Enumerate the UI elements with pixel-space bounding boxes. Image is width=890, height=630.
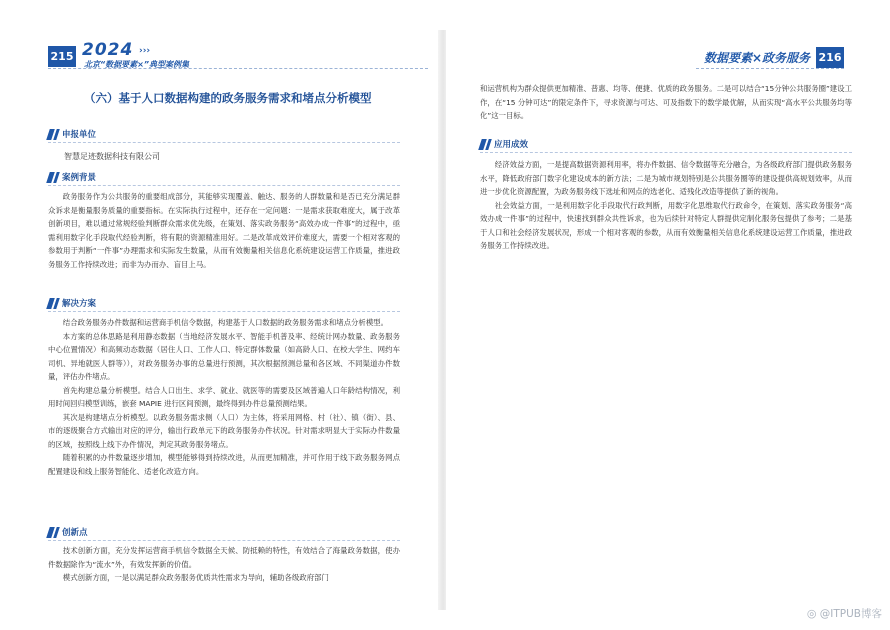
- paragraph: 其次是构建堵点分析模型。以政务服务需求侧（人口）为主体，将采用网格、村（社）、镇（街）、县、市的逐级聚合方式输出对应的评分，输出行政单元下的政务服务办件状况。针对需求明显大于实际办件数量的区域，按照线上线下办件情况，判定其政务服务堵点。: [48, 412, 400, 449]
- left-header-subtitle: 北京“数据要素×”典型案例集: [84, 60, 190, 69]
- effect-body: [480, 158, 852, 253]
- section-label: 案例背景: [62, 173, 97, 183]
- header-divider: [48, 68, 428, 69]
- chat-bubble-icon: ◎: [806, 607, 817, 620]
- innovation-continuation: [480, 82, 852, 123]
- right-header: [696, 44, 844, 74]
- right-header-title: 数据要素×政务服务: [703, 51, 810, 65]
- innovation-body: [48, 544, 400, 585]
- right-page-number: 216: [816, 47, 844, 68]
- applicant-org: 智慧足迹数据科技有限公司: [64, 152, 160, 161]
- section-label: 解决方案: [62, 299, 97, 309]
- left-page-number: 215: [48, 46, 76, 67]
- paragraph: 结合政务服务办件数据和运营商手机信令数据，构建基于人口数据的政务服务需求和堵点分析模型。: [62, 318, 388, 327]
- section-divider: [48, 142, 400, 143]
- paragraph: 模式创新方面，一是以满足群众政务服务优质共性需求为导向，辅助各级政府部门: [62, 573, 329, 582]
- paragraph: 技术创新方面，充分发挥运营商手机信令数据全天候、防抵赖的特性，有效结合了海量政务数据，使办件数据除作为“流水”外，有效发挥新的价值。: [48, 546, 400, 569]
- paragraph: 本方案的总体思路是利用静态数据（当地经济发展水平、智能手机普及率、经统计网办数量、政务服务中心位置情况）和高频动态数据（居住人口、工作人口、特定群体数量（如高龄人口、在校大学生、网约车司机、异地就医人群等）），对政务服务办事的总量进行预测，其次根据预测总量和各区域、不同渠道办件数量，评估办件堵点。: [48, 331, 400, 381]
- section-divider: [48, 185, 400, 186]
- page-title: （六）基于人口数据构建的政务服务需求和堵点分析模型: [84, 91, 372, 105]
- watermark: [807, 606, 882, 621]
- chevron-right-icon: ›››: [139, 46, 151, 56]
- left-header: [48, 40, 428, 74]
- left-page: [0, 0, 440, 630]
- paragraph: 随着积累的办件数量逐步增加，模型能够得到持续改进，从而更加精准，并可作用于线下政务服务网点配置建设和线上服务智能化、适老化改造方向。: [48, 453, 400, 476]
- paragraph: 社会效益方面，一是利用数字化手段取代行政判断，用数字化思维取代行政命令，在策划、落实政务服务“高效办成一件事”的过程中，快速找到群众共性诉求，也为后续针对特定人群提供定制化服务包提供了参考；二是基于人口和社会经济发展状况，形成一个相对客观的参数，从而有效衡量相关信息化系统建设运营工作质量，推进政务服务工作持续改进。: [480, 200, 852, 250]
- paragraph: 首先构建总量分析模型。结合人口出生、求学、就业、就医等的需要及区域普遍人口年龄结构情况，利用时间回归模型训练，嵌套 MAPIE 进行区间预测，最终得到办件总量预测结果。: [48, 385, 400, 408]
- watermark-text: @ITPUB博客: [819, 608, 882, 620]
- section-divider: [480, 152, 852, 153]
- paragraph: 经济效益方面，一是提高数据资源利用率，将办件数据、信令数据等充分融合，为各级政府部门提供政务服务水平，降低政府部门数字化建设成本的新方法；二是为城市规划特别是公共服务圈等的建设提供高规划效率，从而进一步优化资源配置，为政务服务线下选址和网点的选老化、适残化改造等提供了新的视角。: [480, 160, 852, 196]
- header-divider: [696, 68, 844, 69]
- section-label: 应用成效: [494, 140, 529, 150]
- paragraph: 和运营机构为群众提供更加精准、普惠、均等、便捷、优质的政务服务。二是可以结合“15分钟公共服务圈”建设工作，在“15 分钟可达”的限定条件下，寻求资源与可达、可及指数下的数学最优解，从而实现“高水平公共服务均等化”这一目标。: [480, 84, 852, 120]
- year-logo: 2024: [82, 40, 134, 60]
- section-label: 申报单位: [62, 130, 97, 140]
- solution-body: [48, 316, 400, 478]
- section-divider: [48, 311, 400, 312]
- section-divider: [48, 540, 400, 541]
- right-page: [446, 0, 890, 630]
- background-body: [48, 190, 400, 271]
- paragraph: 政务服务作为公共服务的重要组成部分，其能够实现覆盖、触达、服务的人群数量和是否已充分满足群众诉求是衡量服务质量的重要指标。在实际执行过程中，还存在一定问题：一是需求获取难度大，属于改革创新项目，难以通过常规经验判断群众需求优先级，在策划、落实政务服务“高效办成一件事”的过程中，亟需利用数字化手段取代经验判断，将有限的资源精准用好。二是改革成效评价难度大，需要一个相对客观的参数用于判断“一件事”办理需求和实际发生数量，从而有效衡量相关信息化系统建设运营工作质量，推进政务服务工作持续改进；而非为办而办、盲目上马。: [48, 192, 400, 269]
- section-label: 创新点: [62, 528, 88, 538]
